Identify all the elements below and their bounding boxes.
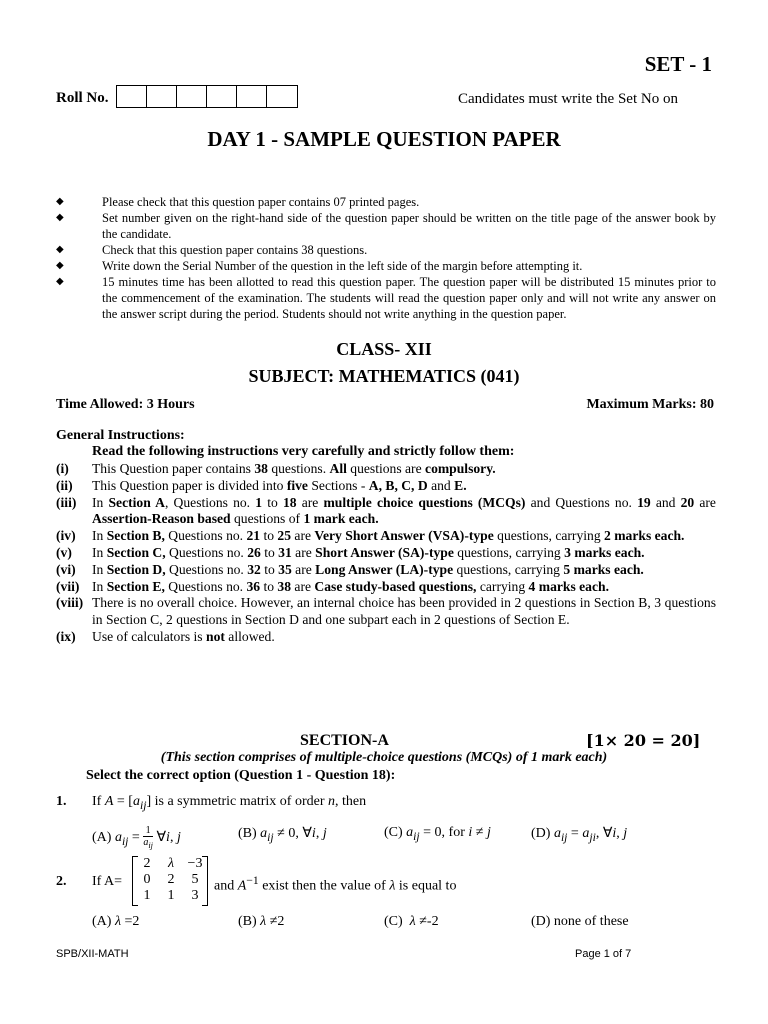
roll-box[interactable]: [147, 86, 177, 107]
instruction-text: In Section A, Questions no. 1 to 18 are multiple choice questions (MCQs) and Questions no. 19 and 20 are Assertion-Reason based questions of 1 mark each.: [92, 494, 716, 527]
select-instruction: Select the correct option (Question 1 - Question 18):: [86, 768, 396, 783]
roll-box[interactable]: [237, 86, 267, 107]
roll-box[interactable]: [207, 86, 237, 107]
roll-box[interactable]: [267, 86, 297, 107]
note-item: [56, 258, 716, 274]
roll-box[interactable]: [177, 86, 207, 107]
roll-number-boxes[interactable]: [116, 85, 298, 108]
instruction-item: [56, 595, 716, 629]
general-instructions-heading: General Instructions:: [56, 428, 185, 443]
note-text: Write down the Serial Number of the question in the left side of the margin before attempting it.: [102, 259, 583, 273]
instruction-text: Use of calculators is not allowed.: [92, 628, 275, 644]
page-title: DAY 1 - SAMPLE QUESTION PAPER: [207, 127, 561, 151]
instruction-text: In Section B, Questions no. 21 to 25 are Very Short Answer (VSA)-type questions, carrying 2 marks each.: [92, 528, 685, 544]
question-number: 1.: [56, 794, 67, 809]
instruction-number: (v): [56, 544, 72, 560]
diamond-bullet-icon: ◆: [56, 276, 64, 287]
note-text: 15 minutes time has been allotted to read this question paper. The question paper will be distributed 15 minutes prior to the commencement of the examination. The students will read the question paper only and will not write any answer on the answer script during the period. Students should not write anything in the question paper.: [102, 275, 716, 321]
diamond-bullet-icon: ◆: [56, 212, 64, 223]
instruction-item: [56, 461, 716, 478]
matrix-cell: 1: [167, 888, 175, 903]
instruction-text: This Question paper contains 38 questions. All questions are compulsory.: [92, 461, 496, 476]
preliminary-notes: [56, 194, 716, 322]
instruction-number: (iii): [56, 494, 77, 510]
subject-title: SUBJECT: MATHEMATICS (041): [248, 366, 520, 386]
general-instructions-subheading: Read the following instructions very carefully and strictly follow them:: [92, 444, 515, 459]
question-2-text: and $A^{-1}$ exist then the value of λ is equal to: [214, 874, 457, 894]
instruction-number: (iv): [56, 528, 76, 544]
matrix-cell: 5: [191, 872, 199, 887]
instruction-item: [56, 478, 716, 495]
note-item: [56, 194, 716, 210]
question-number: 2.: [56, 874, 67, 889]
matrix-cell: 3: [191, 888, 199, 903]
section-marks: [1× 20 = 20]: [586, 731, 701, 750]
diamond-bullet-icon: ◆: [56, 196, 64, 207]
matrix-cell: 0: [143, 872, 151, 887]
instruction-item: [56, 579, 716, 596]
instruction-item: [56, 545, 716, 562]
instruction-item: [56, 562, 716, 579]
instruction-item: [56, 629, 716, 646]
question-1-option-b: (B) $a_{ij} \ne 0$, ∀i, j: [238, 826, 327, 844]
instruction-number: (i): [56, 461, 69, 476]
instruction-item: [56, 495, 716, 529]
section-title: SECTION-A: [300, 732, 389, 749]
instruction-text: In Section C, Questions no. 26 to 31 are Short Answer (SA)-type questions, carrying 3 marks each.: [92, 544, 645, 560]
question-2-option-b: (B) λ ≠2: [238, 914, 285, 929]
note-text: Check that this question paper contains 38 questions.: [102, 243, 368, 257]
instruction-text: In Section E, Questions no. 36 to 38 are Case study-based questions, carrying 4 marks each.: [92, 578, 609, 594]
instruction-number: (ix): [56, 628, 76, 644]
matrix-cell: 2: [167, 872, 175, 887]
note-item: [56, 242, 716, 258]
footer-code: SPB/XII-MATH: [56, 948, 129, 960]
roll-number-label: Roll No.: [56, 90, 109, 106]
time-allowed: Time Allowed: 3 Hours: [56, 397, 195, 412]
instruction-number: (vi): [56, 561, 76, 577]
question-2-option-a: (A) λ =2: [92, 914, 140, 929]
instructions-list: [56, 461, 716, 646]
matrix-cell: 2: [143, 856, 151, 871]
note-text: Please check that this question paper contains 07 printed pages.: [102, 195, 420, 209]
question-1-option-a: (A) $a_{ij}$ = $\frac{1}{a_{ij}}$ ∀i, j: [92, 825, 181, 850]
class-title: CLASS- XII: [336, 339, 432, 359]
instruction-item: [56, 528, 716, 545]
instruction-number: (ii): [56, 477, 73, 493]
question-2-prefix: If A=: [92, 874, 123, 889]
question-2-option-d: (D) none of these: [531, 914, 629, 929]
matrix-cell: λ: [167, 856, 175, 871]
matrix-cell: 1: [143, 888, 151, 903]
note-text: Set number given on the right-hand side of the question paper should be written on the title page of the answer book by the candidate.: [102, 211, 716, 241]
matrix-a: [132, 856, 208, 906]
question-1-option-c: (C) $a_{ij} = 0$, for i ≠ j: [384, 825, 491, 843]
matrix-cell: −3: [187, 856, 203, 871]
instruction-number: (viii): [56, 595, 84, 611]
instruction-text: There is no overall choice. However, an internal choice has been provided in 2 questions in Section B, 3 questions in Section C, 2 questions in Section D and one subpart each in 2 questions of Section E.: [92, 595, 716, 628]
question-1-option-d: (D) $a_{ij} = a_{ji}$, ∀i, j: [531, 826, 628, 844]
set-note: Candidates must write the Set No on: [458, 91, 678, 107]
instruction-number: (vii): [56, 578, 80, 594]
set-number: SET - 1: [644, 52, 712, 76]
diamond-bullet-icon: ◆: [56, 244, 64, 255]
section-description: (This section comprises of multiple-choice questions (MCQs) of 1 mark each): [160, 750, 608, 765]
question-1-text: If $A = [a_{ij}]$ is a symmetric matrix of order n, then: [92, 794, 367, 812]
page-number: Page 1 of 7: [575, 948, 632, 960]
diamond-bullet-icon: ◆: [56, 260, 64, 271]
note-item: [56, 210, 716, 242]
roll-box[interactable]: [117, 86, 147, 107]
note-item: [56, 274, 716, 322]
instruction-text: This Question paper is divided into five Sections - A, B, C, D and E.: [92, 477, 467, 493]
question-2-option-c: (C) λ ≠-2: [384, 914, 439, 929]
maximum-marks: Maximum Marks: 80: [586, 397, 714, 412]
instruction-text: In Section D, Questions no. 32 to 35 are Long Answer (LA)-type questions, carrying 5 marks each.: [92, 561, 644, 577]
